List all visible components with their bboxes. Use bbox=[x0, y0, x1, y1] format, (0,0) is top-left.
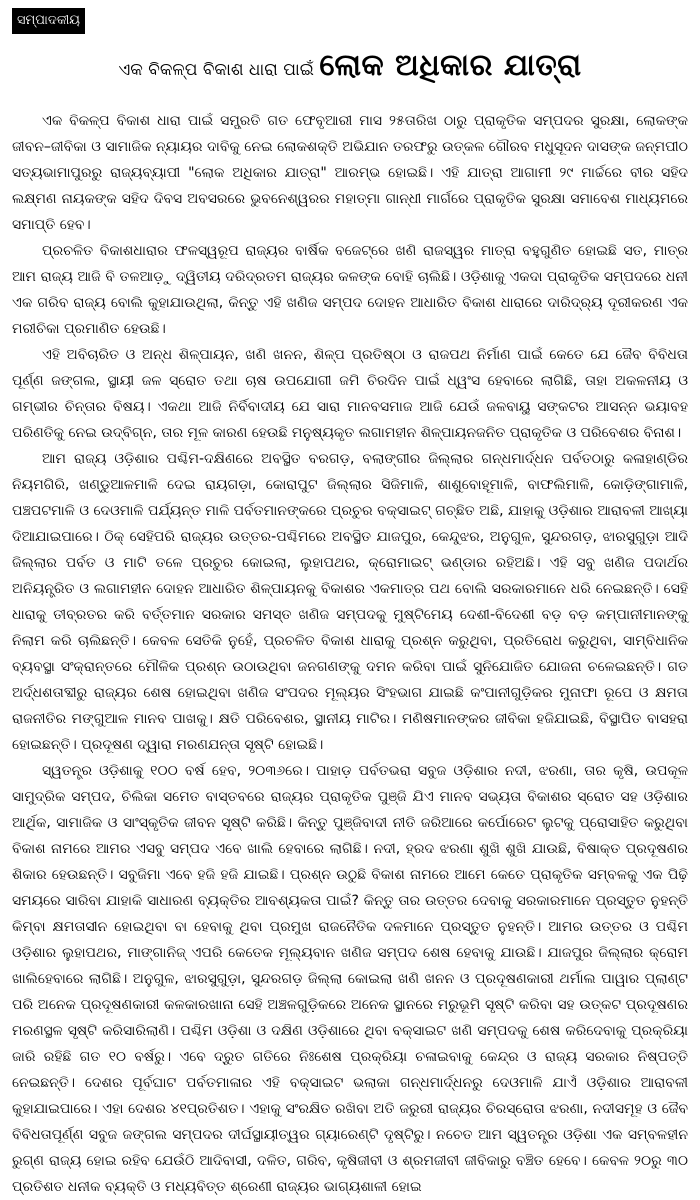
article-paragraph: ଆମ ରାଜ୍ୟ ଓଡ଼ିଶାର ପଶ୍ଚିମ-ଦକ୍ଷିଣରେ ଅବସ୍ଥିତ ବରଗଡ଼, ବଲାଙ୍ଗୀର ଜିଲ୍ଲାର ଗନ୍ଧମାର୍ଦ୍ଧନ ପର୍ବତଠାରୁ କଳାହାଣ୍ଡିର ନିୟମଗିରି, ଖଣ୍ଡୁଆଳମାଳି ଦେଇ ରାୟଗଡ଼ା, କୋରାପୁଟ ଜିଲ୍ଲାର ସିଜିମାଳି, ଶାଶୁବୋହୂମାଳି, ବାଫଲିମାଳି, କୋଡ଼ିଙ୍ଗାମାଳି, ପଞ୍ଚପଟମାଳି ଓ ଦେଓମାଳି ପର୍ଯ୍ୟନ୍ତ ମାଳି ପର୍ବତମାନଙ୍କରେ ପ୍ରଚୁର ବକ୍ସାଇଟ୍ ଗଚ୍ଛିତ ଅଛି, ଯାହାକୁ ଓଡ଼ିଶାର ଆରାବଳୀ ଆଖ୍ୟା ଦିଆଯାଇପାରେ। ଠିକ୍ ସେହିପରି ରାଜ୍ୟର ଉତ୍ତର-ପଶ୍ଚିମରେ ଅବସ୍ଥିତ ଯାଜପୁର, କେନ୍ଦୁଝର, ଅନୁଗୁଳ, ସୁନ୍ଦରଗଡ଼, ଝାରସୁଗୁଡ଼ା ଆଦି ଜିଲ୍ଲାର ପର୍ବତ ଓ ମାଟି ତଳେ ପ୍ରଚୁର କୋଇଲା, ଲୁହାପଥର, କ୍ରୋମାଇଟ୍ ଭଣ୍ଡାର ରହିଅଛି। ଏହି ସବୁ ଖଣିଜ ପଦାର୍ଥର ଅନିୟନ୍ତ୍ରିତ ଓ ଲଗାମହୀନ ଦୋହନ ଆଧାରିତ ଶିଳ୍ପାୟନକୁ ବିକାଶର ଏକମାତ୍ର ପଥ ବୋଲି ସରକାରମାନେ ଧରି ନେଇଛନ୍ତି। ସେହି ଧାରାକୁ ତୀବ୍ରତର କରି ବର୍ତ୍ତମାନ ସରକାର ସମସ୍ତ ଖଣିଜ ସମ୍ପଦକୁ ମୁଷ୍ଟିମେୟ ଦେଶୀ-ବିଦେଶୀ ବଡ଼ ବଡ଼ କମ୍ପାନୀମାନଙ୍କୁ ନିଲାମ କରି ଚାଲିଛନ୍ତି। କେବଳ ସେତିକି ନୁହେଁ, ପ୍ରଚଳିତ ବିକାଶ ଧାରାକୁ ପ୍ରଶ୍ନ କରୁଥିବା, ପ୍ରତିରୋଧ କରୁଥିବା, ସାମ୍ବିଧାନିକ ବ୍ୟବସ୍ଥା ସଂକ୍ରାନ୍ତରେ ମୌଳିକ ପ୍ରଶ୍ନ ଉଠାଉଥିବା ଜନଗଣଙ୍କୁ ଦମନ କରିବା ପାଇଁ ସୁନିଯୋଜିତ ଯୋଜନା ଚଳେଇଛନ୍ତି। ଗତ ଅର୍ଦ୍ଧଶତାବ୍ଦୀରୁ ରାଜ୍ୟର ଶେଷ ହୋଇଥିବା ଖଣିଜ ସଂପଦର ମୂଲ୍ୟର ସିଂହଭାଗ ଯାଇଛି କଂପାନୀଗୁଡ଼ିକର ମୁନାଫା ରୂପେ ଓ କ୍ଷମତା ରାଜନୀତିର ମଙ୍ଗୁଆଳ ମାନବ ପାଖକୁ। କ୍ଷତି ପରିବେଶର, ସ୍ଥାନୀୟ ମାଟିର। ମଣିଷମାନଙ୍କର ଜୀବିକା ହଜିଯାଇଛି, ବିସ୍ଥାପିତ ବାସହରା ହୋଇଛନ୍ତି। ପ୍ରଦୂଷଣ ଦ୍ୱାରା ମରଣଯନ୍ତା ସୃଷ୍ଟି ହୋଇଛି। bbox=[12, 451, 688, 753]
article-paragraph: ପ୍ରଚଳିତ ବିକାଶଧାରାର ଫଳସ୍ୱରୂପ ରାଜ୍ୟର ବାର୍ଷିକ ବଜେଟ୍‌ରେ ଖଣି ରାଜସ୍ୱର ମାତ୍ରା ବହୁଗୁଣିତ ହୋଇଛି ସତ, ମାତ୍ର ଆମ ରାଜ୍ୟ ଆଜି ବି ତଳଆଡ଼ୁ ଦ୍ୱିତୀୟ ଦରିଦ୍ରତମ ରାଜ୍ୟର କଳଙ୍କ ବୋହି ଚାଲିଛି। ଓଡ଼ିଶାକୁ ଏକଦା ପ୍ରାକୃତିକ ସମ୍ପଦରେ ଧନୀ ଏକ ଗରିବ ରାଜ୍ୟ ବୋଲି କୁହାଯାଉଥିଲା, କିନ୍ତୁ ଏହି ଖଣିଜ ସମ୍ପଦ ଦୋହନ ଆଧାରିତ ବିକାଶ ଧାରାରେ ଦାରିଦ୍ର୍ୟ ଦୂରୀକରଣ ଏକ ମରୀଚିକା ପ୍ରମାଣିତ ହେଉଛି। bbox=[12, 243, 688, 337]
section-badge: ସମ୍ପାଦକୀୟ bbox=[12, 8, 85, 34]
article-paragraph: ଏକ ବିକଳ୍ପ ବିକାଶ ଧାରା ପାଇଁ ସମ୍ପ୍ରତି ଗତ ଫେବୃଆରୀ ମାସ ୨୫ତାରିଖ ଠାରୁ ପ୍ରାକୃତିକ ସମ୍ପଦର ସୁରକ୍ଷା, ଲୋକଙ୍କ ଜୀବନ–ଜୀବିକା ଓ ସାମାଜିକ ନ୍ୟାୟର ଦାବିକୁ ନେଇ ଲୋକଶକ୍ତି ଅଭିଯାନ ତରଫରୁ ଉତ୍କଳ ଗୌରବ ମଧୁସୂଦନ ଦାସଙ୍କ ଜନ୍ମପୀଠ ସତ୍ୟଭାମାପୁରରୁ ରାଜ୍ୟବ୍ୟାପୀ "ଲୋକ ଅଧିକାର ଯାତ୍ରା" ଆରମ୍ଭ ହୋଇଛି। ଏହି ଯାତ୍ରା ଆଗାମୀ ୨୯ ମାର୍ଚ୍ଚରେ ବୀର ସହିଦ ଲକ୍ଷ୍ମଣ ନାୟକଙ୍କ ସହିଦ ଦିବସ ଅବସରରେ ଭୁବନେଶ୍ୱରର ମହାତ୍ମା ଗାନ୍ଧୀ ମାର୍ଗରେ ପ୍ରାକୃତିକ ସୁରକ୍ଷା ସମାବେଶ ମାଧ୍ୟମରେ ସମାପ୍ତି ହେବ। bbox=[12, 113, 688, 233]
headline bbox=[0, 48, 700, 83]
headline-kicker: ଏକ ବିକଳ୍ପ ବିକାଶ ଧାରା ପାଇଁ bbox=[118, 60, 320, 80]
headline-title: ଲୋକ ଅଧିକାର ଯାତ୍ରା bbox=[319, 48, 582, 83]
article-paragraph: ଏହି ଅବିଚାରିତ ଓ ଅନ୍ଧ ଶିଳ୍ପାୟନ, ଖଣି ଖନନ, ଶିଳ୍ପ ପ୍ରତିଷ୍ଠା ଓ ରାଜପଥ ନିର୍ମାଣ ପାଇଁ କେତେ ଯେ ଜୈବ ବିବିଧତା ପୂର୍ଣ୍ଣ ଜଙ୍ଗଲ, ସ୍ଥାୟୀ ଜଳ ସ୍ରୋତ ତଥା ଚାଷ ଉପଯୋଗୀ ଜମି ଚିରଦିନ ପାଇଁ ଧ୍ୱଂସ ହେବାରେ ଲାଗିଛି, ତାହା ଅକଳନୀୟ ଓ ଗମ୍ଭୀର ଚିନ୍ତାର ବିଷୟ। ଏକଥା ଆଜି ନିର୍ବିବାଦୀୟ ଯେ ସାରା ମାନବସମାଜ ଆଜି ଯେଉଁ ଜଳବାୟୁ ସଙ୍କଟର ଆସନ୍ନ ଭୟାବହ ପରିଣତିକୁ ନେଇ ଉଦ୍‌ବିଗ୍ନ, ତାର ମୂଳ କାରଣ ହେଉଛି ମନୁଷ୍ୟକୃତ ଲଗାମହୀନ ଶିଳ୍ପାୟନଜନିତ ପ୍ରାକୃତିକ ଓ ପରିବେଶର ବିନାଶ। bbox=[12, 347, 688, 441]
article-body bbox=[12, 108, 688, 1200]
article-paragraph: ସ୍ୱତନ୍ତ୍ର ଓଡ଼ିଶାକୁ ୧୦୦ ବର୍ଷ ହେବ, ୨୦୩୬ରେ। ପାହାଡ଼ ପର୍ବତଭରା ସବୁଜ ଓଡ଼ିଶାର ନଦୀ, ଝରଣା, ତାର କୃଷି, ଉପକୂଳ ସାମୁଦ୍ରିକ ସମ୍ପଦ, ଚିଲିକା ସମେତ ବାସ୍ତବରେ ରାଜ୍ୟର ପ୍ରାକୃତିକ ପୁଞ୍ଜି ଯିଏ ମାନବ ସଭ୍ୟତା ବିକାଶର ସ୍ରୋତ ସହ ଓଡ଼ିଶାର ଆର୍ଥିକ, ସାମାଜିକ ଓ ସାଂସ୍କୃତିକ ଜୀବନ ସୃଷ୍ଟି କରିଛି। କିନ୍ତୁ ପୁଞ୍ଜିବାଦୀ ନୀତି ଜରିଆରେ କର୍ପୋରେଟ ଲୁଟକୁ ପ୍ରୋସାହିତ କରୁଥିବା ବିକାଶ ନାମରେ ଆମର ଏସବୁ ସମ୍ପଦ ଏବେ ଖାଲି ହେବାରେ ଲାଗିଛି। ନଦୀ, ହ୍ରଦ ଝରଣା ଶୁଖି ଶୁଖି ଯାଉଛି, ବିଷାକ୍ତ ପ୍ରଦୂଷଣର ଶିକାର ହେଉଛନ୍ତି। ସବୁଜିମା ଏବେ ହଜି ହଜି ଯାଇଛି। ପ୍ରଶ୍ନ ଉଠୁଛି ବିକାଶ ନାମରେ ଆମେ କେତେ ପ୍ରାକୃତିକ ସମ୍ବଳକୁ ଏକ ପିଢ଼ି ସମୟରେ ସାରିବା ଯାହାକି ସାଧାରଣ ବ୍ୟକ୍ତିର ଆବଶ୍ୟକତା ପାଇଁ? କିନ୍ତୁ ତାର ଉତ୍ତର ଦେବାକୁ ସରକାରମାନେ ପ୍ରସ୍ତୁତ ନୁହନ୍ତି କିମ୍ବା କ୍ଷମତାସୀନ ହୋଇଥିବା ବା ହେବାକୁ ଥିବା ପ୍ରମୁଖ ରାଜନୈତିକ ଦଳମାନେ ପ୍ରସ୍ତୁତ ନୁହନ୍ତି। ଆମର ଉତ୍ତର ଓ ପଶ୍ଚିମ ଓଡ଼ିଶାର ଲୁହାପଥର, ମାଙ୍ଗାନିଜ୍ ଏପରି କେତେକ ମୂଲ୍ୟବାନ ଖଣିଜ ସମ୍ପଦ ଶେଷ ହେବାକୁ ଯାଉଛି। ଯାଜପୁର ଜିଲ୍ଲାର କ୍ରୋମ ଖାଲିହେବାରେ ଲାଗିଛି। ଅନୁଗୁଳ, ଝାରସୁଗୁଡ଼ା, ସୁନ୍ଦରଗଡ଼ ଜିଲ୍ଲା କୋଇଲା ଖଣି ଖନନ ଓ ପ୍ରଦୂଷଣକାରୀ ଥର୍ମାଲ ପାୱାର ପ୍ଲାଣ୍ଟ ପରି ଅନେକ ପ୍ରଦୂଷଣକାରୀ କଳକାରଖାନା ସେହି ଅଞ୍ଚଳଗୁଡ଼ିକରେ ଅନେକ ସ୍ଥାନରେ ମରୁଭୂମି ସୃଷ୍ଟି କରିବା ସହ ଉତ୍କଟ ପ୍ରଦୂଷଣର ମରଣସ୍ଥଳ ସୃଷ୍ଟି କରିସାରିଲାଣି। ପଶ୍ଚିମ ଓଡ଼ିଶା ଓ ଦକ୍ଷିଣ ଓଡ଼ିଶାରେ ଥିବା ବକ୍ସାଇଟ ଖଣି ସମ୍ପଦକୁ ଶେଷ କରିଦେବାକୁ ପ୍ରକ୍ରିୟା ଜାରି ରହିଛି ଗତ ୧୦ ବର୍ଷରୁ। ଏବେ ଦ୍ରୁତ ଗତିରେ ନିଃଶେଷ ପ୍ରକ୍ରିୟା ଚଳାଇବାକୁ କେନ୍ଦ୍ର ଓ ରାଜ୍ୟ ସରକାର ନିଷ୍ପତ୍ତି ନେଇଛନ୍ତି। ଦେଶର ପୂର୍ବଘାଟ ପର୍ବତମାଳାର ଏହି ବକ୍ସାଇଟ ଭଲାକା ଗନ୍ଧମାର୍ଦ୍ଧନରୁ ଦେଓମାଳି ଯାଏଁ ଓଡ଼ିଶାର ଆରାବଳୀ କୁହାଯାଇପାରେ। ଏହା ଦେଶର ୪୧ପ୍ରତିଶତ। ଏହାକୁ ସଂରକ୍ଷିତ ରଖିବା ଅତି ଜରୁରୀ ରାଜ୍ୟର ଚିରସ୍ରୋତା ଝରଣା, ନଦୀସମୂହ ଓ ଜୈବ ବିବିଧତାପୂର୍ଣ୍ଣ ସବୁଜ ଜଙ୍ଗଲ ସମ୍ପଦର ଦୀର୍ଘସ୍ଥାୟୀତ୍ୱର ଗ୍ୟାରେଣ୍ଟି ଦୃଷ୍ଟିରୁ। ନଚେତ ଆମ ସ୍ୱତନ୍ତ୍ର ଓଡ଼ିଶା ଏକ ସମ୍ବଳହୀନ ରୁଗ୍ଣ ରାଜ୍ୟ ହୋଇ ରହିବ ଯେଉଁଠି ଆଦିବାସୀ, ଦଳିତ, ଗରିବ, କୃଷିଜୀବୀ ଓ ଶ୍ରମଜୀବୀ ଜୀବିକାରୁ ବଞ୍ଚିତ ହେବେ। କେବଳ ୨୦ରୁ ୩୦ ପ୍ରତିଶତ ଧନୀକ ବ୍ୟକ୍ତି ଓ ମଧ୍ୟବିତ୍ତ ଶ୍ରେଣୀ ରାଜ୍ୟର ଭାଗ୍ୟଶାଳୀ ହୋଇ bbox=[12, 763, 688, 1195]
